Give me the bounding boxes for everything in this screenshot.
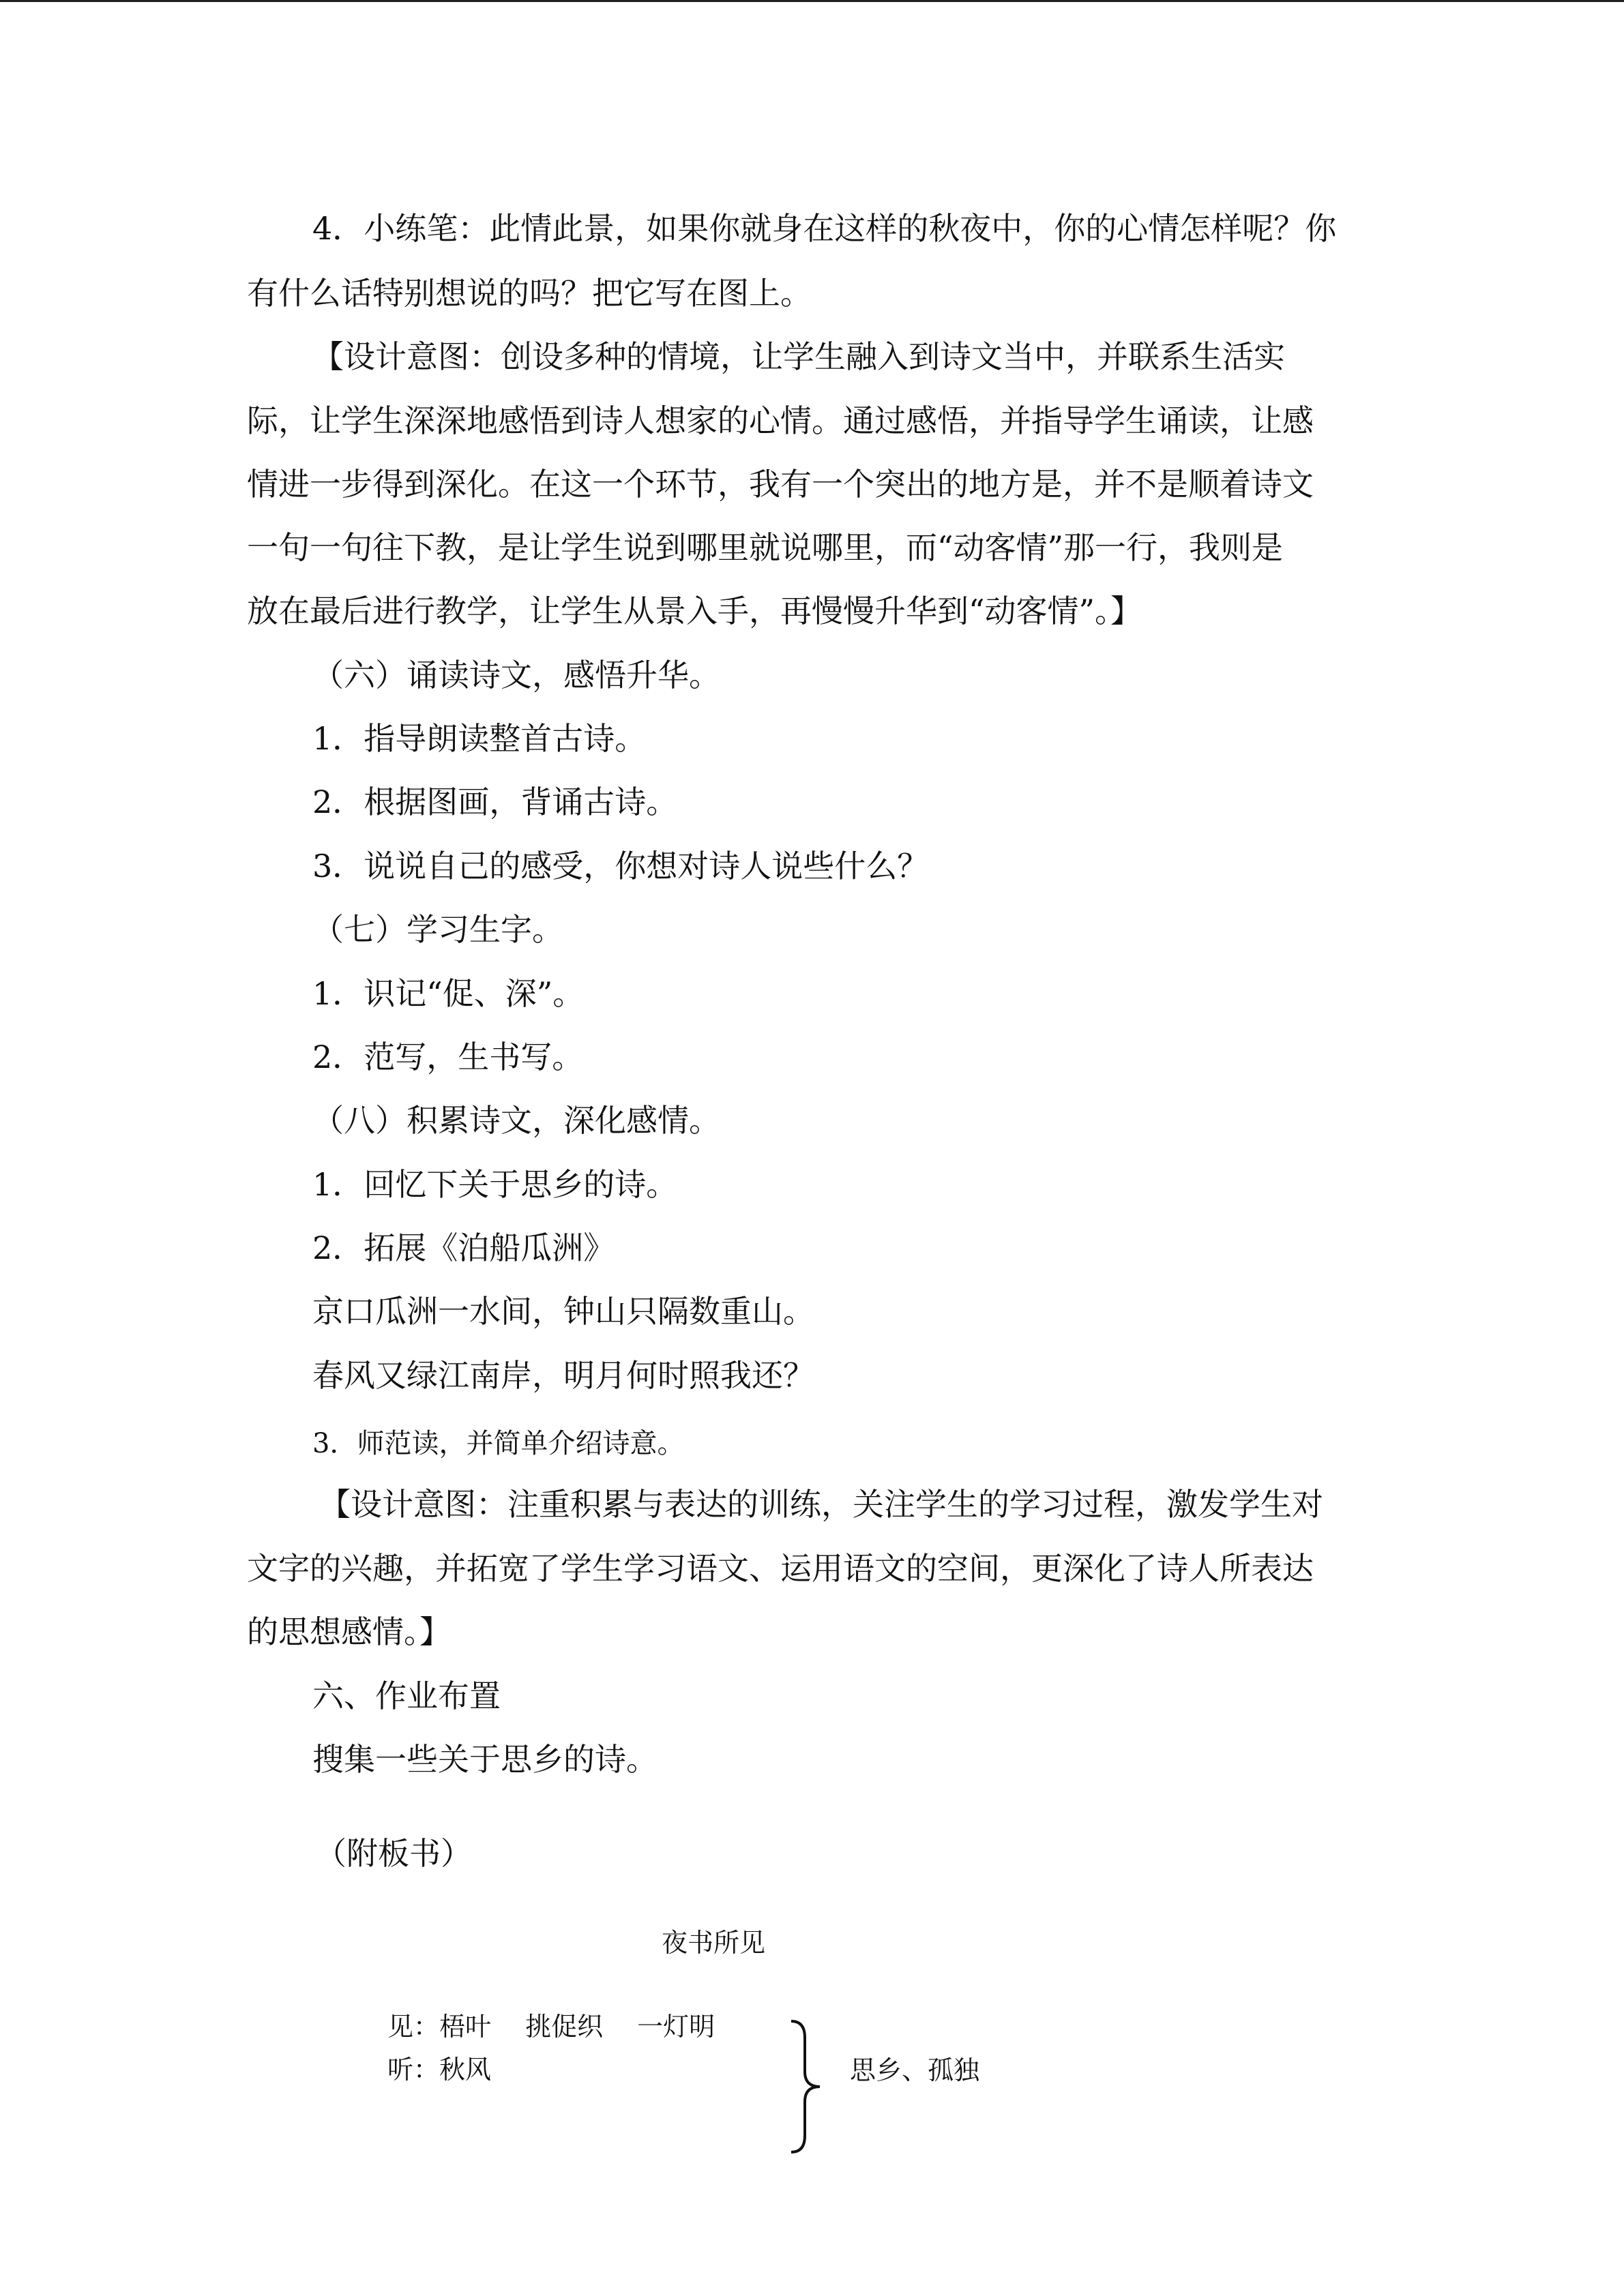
design-intent-line: 放在最后进行教学，让学生从景入手，再慢慢升华到“动客情”。】 — [247, 593, 1142, 629]
poem-line: 京口瓜洲一水间，钟山只隔数重山。 — [312, 1293, 814, 1330]
board-title: 夜书所见 — [662, 1928, 766, 1958]
design-intent-line: 一句一句往下教，是让学生说到哪里就说哪里，而“动客情”那一行，我则是 — [247, 529, 1284, 566]
design-intent-line: 文字的兴趣，并拓宽了学生学习语文、运用语文的空间，更深化了诗人所表达 — [247, 1550, 1314, 1587]
paragraph-line: 4．小练笔：此情此景，如果你就身在这样的秋夜中，你的心情怎样呢？你 — [312, 210, 1337, 247]
design-intent-line: 【设计意图：创设多种的情境，让学生融入到诗文当中，并联系生活实 — [312, 338, 1285, 375]
homework-text: 搜集一些关于思乡的诗。 — [312, 1741, 658, 1778]
section-heading: （七）学习生字。 — [312, 911, 563, 948]
list-item: 2．范写，生书写。 — [312, 1039, 584, 1075]
section-heading: （八）积累诗文，深化感情。 — [312, 1102, 720, 1139]
list-item: 2．拓展《泊船瓜洲》 — [312, 1229, 615, 1266]
board-heading: （附板书） — [315, 1835, 472, 1872]
board-see-line: 见：梧叶 挑促织 一灯明 — [387, 2012, 715, 2042]
section-heading: （六）诵读诗文，感悟升华。 — [312, 657, 720, 694]
paragraph-line: 有什么话特别想说的吗？把它写在图上。 — [247, 275, 812, 312]
board-hear-line: 听：秋风 — [387, 2055, 492, 2085]
design-intent-line: 际，让学生深深地感悟到诗人想家的心情。通过感悟，并指导学生诵读，让感 — [247, 402, 1314, 439]
poem-line: 春风又绿江南岸，明月何时照我还？ — [312, 1357, 814, 1394]
curly-brace-icon — [790, 2018, 824, 2155]
board-conclusion: 思乡、孤独 — [850, 2055, 980, 2085]
list-item: 3．师范读，并简单介绍诗意。 — [312, 1428, 685, 1459]
design-intent-line: 的思想感情。】 — [247, 1613, 451, 1650]
design-intent-line: 情进一步得到深化。在这一个环节，我有一个突出的地方是，并不是顺着诗文 — [247, 466, 1314, 503]
list-item: 2．根据图画，背诵古诗。 — [312, 784, 678, 820]
list-item: 1．回忆下关于思乡的诗。 — [312, 1166, 678, 1203]
design-intent-line: 【设计意图：注重积累与表达的训练，关注学生的学习过程，激发学生对 — [319, 1486, 1323, 1523]
list-item: 3．说说自己的感受，你想对诗人说些什么？ — [312, 848, 929, 884]
list-item: 1．指导朗读整首古诗。 — [312, 720, 647, 757]
page-top-border — [0, 0, 1624, 2]
list-item: 1．识记“促、深”。 — [312, 975, 585, 1012]
section-heading: 六、作业布置 — [312, 1678, 501, 1714]
